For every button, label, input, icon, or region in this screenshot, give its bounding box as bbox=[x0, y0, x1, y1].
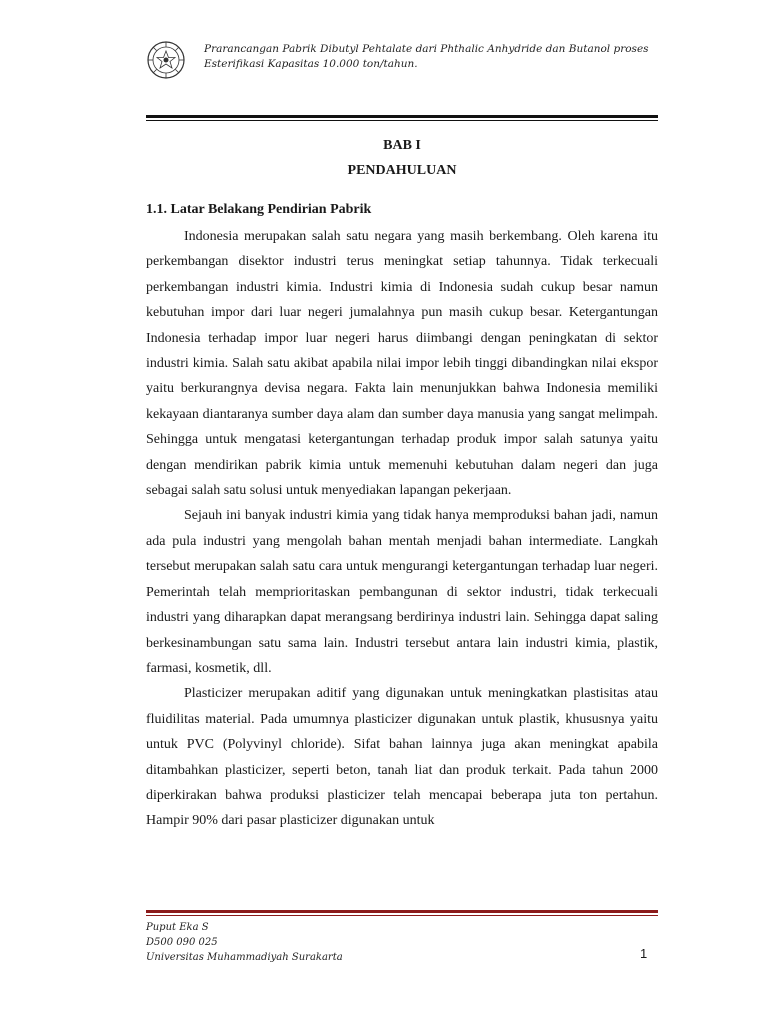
header-rule-thin bbox=[146, 120, 658, 121]
paragraph: Plasticizer merupakan aditif yang digunakan untuk meningkatkan plastisitas atau fluidilitas material. Pada umumnya plasticizer digunakan untuk plastik, khususnya yaitu untuk PVC (Polyvinyl chloride). Sifat bahan lainnya juga akan meningkat apabila ditambahkan plasticizer, seperti beton, tanah liat dan produk terkait. Pada tahun 2000 diperkirakan bahwa produksi plasticizer telah mencapai beberapa juta ton pertahun. Hampir 90% dari pasar plasticizer digunakan untuk bbox=[146, 686, 658, 829]
page-header bbox=[146, 40, 658, 74]
university-seal-logo bbox=[146, 40, 186, 80]
page-number: 1 bbox=[640, 946, 648, 961]
section-heading: 1.1. Latar Belakang Pendirian Pabrik bbox=[146, 202, 372, 217]
page-footer bbox=[146, 920, 658, 965]
paragraph: Indonesia merupakan salah satu negara yang masih berkembang. Oleh karena itu perkembangan disektor industri terus meningkat setiap tahunnya. Tidak terkecuali perkembangan industri kimia. Industri kimia di Indonesia sudah cukup besar namun kebutuhan impor dari luar negeri jumalahnya pun masih cukup besar. Ketergantungan Indonesia terhadap impor luar negeri harus diimbangi dengan peningkatan di sektor industri kimia. Salah satu akibat apabila nilai impor lebih tinggi dibandingkan nilai ekspor yaitu berkurangnya devisa negara. Fakta lain menunjukkan bahwa Indonesia memiliki kekayaan diantaranya sumber daya alam dan sumber daya manusia yang sangat melimpah. Sehingga untuk mengatasi ketergantungan terhadap produk impor salah satunya yaitu dengan mendirikan pabrik kimia untuk memenuhi kebutuhan dalam negeri dan juga sebagai salah satu solusi untuk menyediakan lapangan pekerjaan. bbox=[146, 229, 658, 499]
header-line-1: Prarancangan Pabrik Dibutyl Pehtalate dari Phthalic Anhydride dan Butanol proses bbox=[204, 43, 649, 55]
chapter-title: PENDAHULUAN bbox=[347, 163, 457, 178]
footer-university: Universitas Muhammadiyah Surakarta bbox=[146, 952, 343, 963]
footer-rule-thin bbox=[146, 915, 658, 916]
running-header-title bbox=[204, 42, 664, 72]
paragraph: Sejauh ini banyak industri kimia yang tidak hanya memproduksi bahan jadi, namun ada pula industri yang mengolah bahan mentah menjadi bahan intermediate. Langkah tersebut merupakan salah satu cara untuk mengurangi ketergantungan terhadap luar negeri. Pemerintah telah memprioritaskan pembangunan di sektor industri, tidak terkecuali industri yang diharapkan dapat merangsang berdirinya industri lain. Sehingga dapat saling berkesinambungan satu sama lain. Industri tersebut antara lain industri kimia, plastik, farmasi, kosmetik, dll. bbox=[146, 508, 658, 676]
chapter-number: BAB I bbox=[383, 138, 421, 153]
footer-rule-thick bbox=[146, 910, 658, 913]
footer-student-id: D500 090 025 bbox=[146, 937, 218, 948]
header-rule-thick bbox=[146, 115, 658, 118]
footer-author: Puput Eka S bbox=[146, 922, 209, 933]
header-line-2: Esterifikasi Kapasitas 10.000 ton/tahun. bbox=[204, 58, 418, 70]
body-text bbox=[146, 224, 658, 834]
